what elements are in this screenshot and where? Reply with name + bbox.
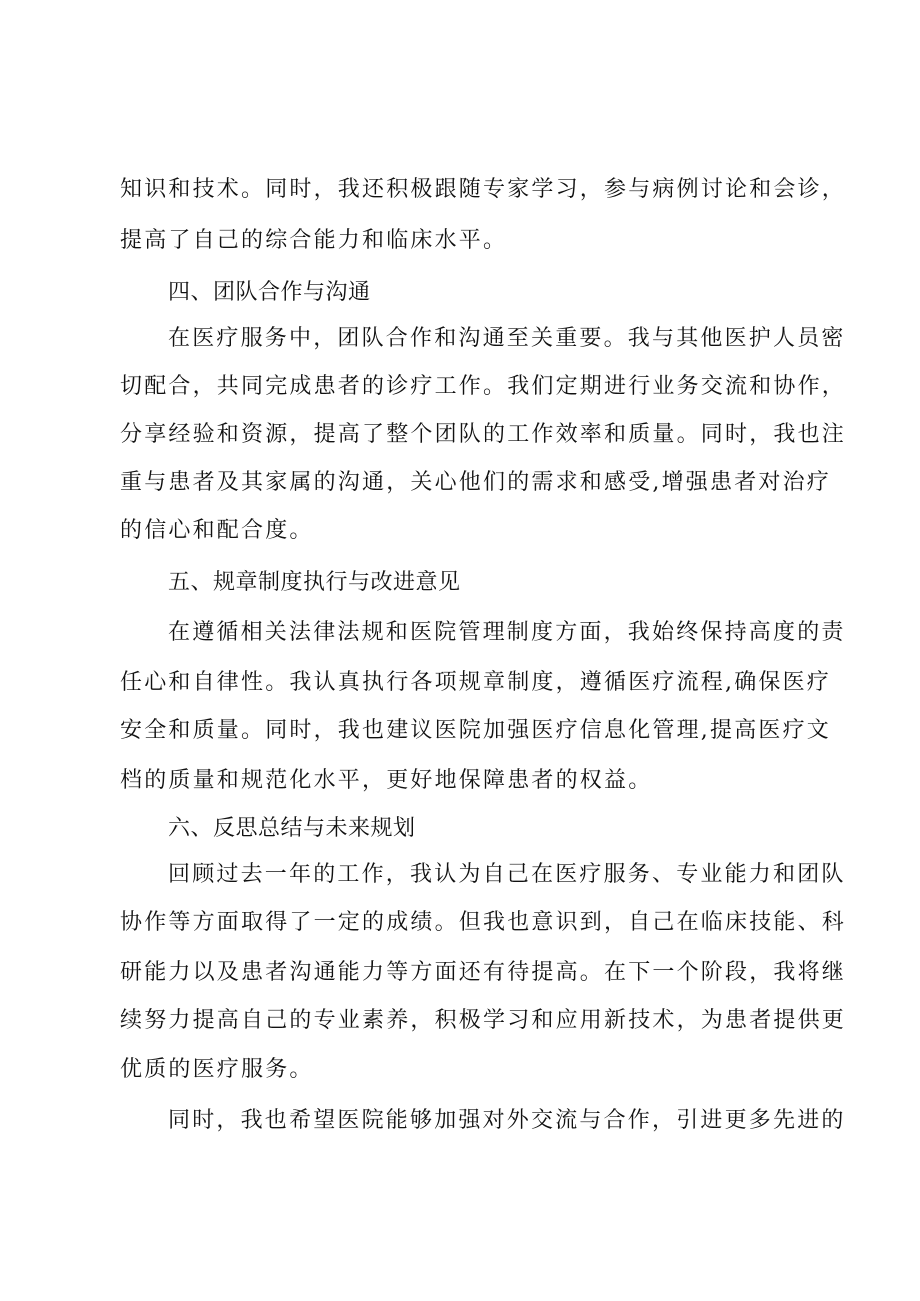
body-text-line: 协作等方面取得了一定的成绩。但我也意识到，自己在临床技能、科 <box>120 910 847 935</box>
body-text-line: 在遵循相关法律法规和医院管理制度方面，我始终保持高度的责 <box>168 620 846 645</box>
body-text-line: 在医疗服务中，团队合作和沟通至关重要。我与其他医护人员密 <box>168 326 846 351</box>
body-text-line: 同时，我也希望医院能够加强对外交流与合作，引进更多先进的 <box>168 1108 846 1133</box>
body-text-line: 分享经验和资源，提高了整个团队的工作效率和质量。同时，我也注 <box>120 422 847 447</box>
body-text-line: 重与患者及其家属的沟通，关心他们的需求和感受,增强患者对治疗 <box>120 470 831 495</box>
body-text-line: 的信心和配合度。 <box>120 518 314 543</box>
body-text-line: 提高了自己的综合能力和临床水平。 <box>120 228 508 253</box>
body-text-line: 回顾过去一年的工作，我认为自己在医疗服务、专业能力和团队 <box>168 862 846 887</box>
body-text-line: 档的质量和规范化水平，更好地保障患者的权益。 <box>120 768 653 793</box>
body-text-line: 续努力提高自己的专业素养，积极学习和应用新技术，为患者提供更 <box>120 1008 847 1033</box>
section-heading-5: 五、规章制度执行与改进意见 <box>168 570 461 595</box>
section-heading-6: 六、反思总结与未来规划 <box>168 816 416 841</box>
body-text-line: 研能力以及患者沟通能力等方面还有待提高。在下一个阶段，我将继 <box>120 960 847 985</box>
section-heading-4: 四、团队合作与沟通 <box>168 280 371 305</box>
body-text-line: 切配合，共同完成患者的诊疗工作。我们定期进行业务交流和协作， <box>120 374 847 399</box>
body-text-line: 任心和自律性。我认真执行各项规章制度，遵循医疗流程,确保医疗 <box>120 670 831 695</box>
body-text-line: 知识和技术。同时，我还积极跟随专家学习，参与病例讨论和会诊， <box>120 177 847 202</box>
body-text-line: 优质的医疗服务。 <box>120 1057 314 1082</box>
body-text-line: 安全和质量。同时，我也建议医院加强医疗信息化管理,提高医疗文 <box>120 718 831 743</box>
